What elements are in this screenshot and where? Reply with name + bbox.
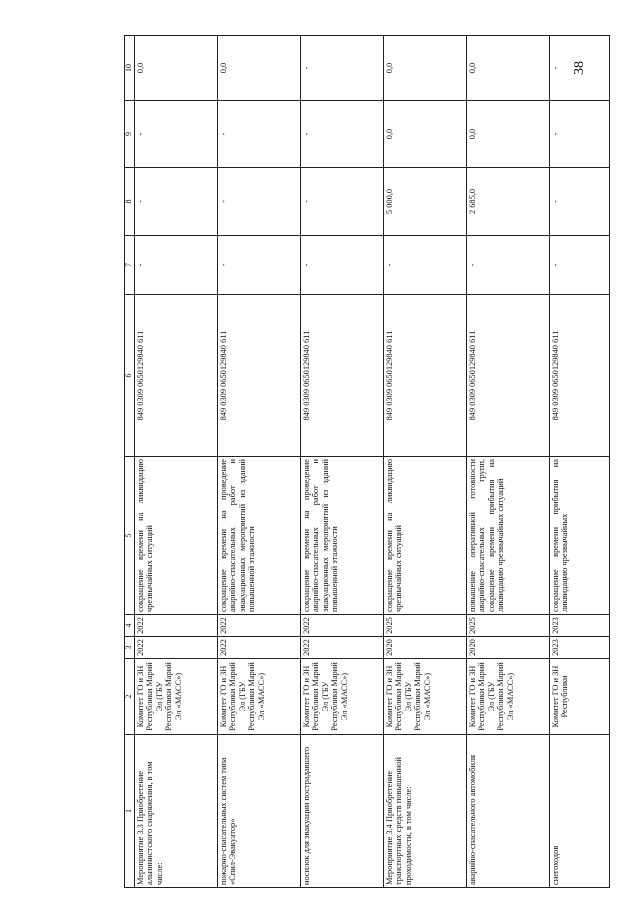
expected-result-cell: повышение оперативной готовности аварийно-спасательных групп, сокращение времени прибытия на ликвидацию чрезвычайных ситуаций xyxy=(467,457,550,615)
end-year-cell: 2025 xyxy=(384,615,467,637)
table-row xyxy=(384,36,467,888)
table-body xyxy=(135,36,610,888)
value-col8-cell: - xyxy=(218,168,301,236)
value-col10-cell: 0,0 xyxy=(218,36,301,101)
end-year-cell: 2022 xyxy=(135,615,218,637)
executor-cell: Комитет ГО и ЗН Республики Марий Эл (ГБУ Республики Марий Эл «МАСС») xyxy=(301,659,384,735)
value-col9-cell: - xyxy=(218,101,301,168)
budget-code-cell: 849 0309 0650129840 611 xyxy=(135,295,218,457)
executor-cell: Комитет ГО и ЗН Республики xyxy=(550,659,610,735)
column-header: 6 xyxy=(125,295,135,457)
table-row xyxy=(218,36,301,888)
expected-result-cell: сокращение времени прибытия на ликвидацию чрезвычайных xyxy=(550,457,610,615)
end-year-cell: 2025 xyxy=(467,615,550,637)
value-col7-cell: - xyxy=(384,236,467,295)
end-year-cell: 2022 xyxy=(301,615,384,637)
value-col10-cell: 0,0 xyxy=(467,36,550,101)
value-col8-cell: - xyxy=(550,168,610,236)
start-year-cell: 2022 xyxy=(301,637,384,659)
start-year-cell: 2020 xyxy=(467,637,550,659)
column-header: 1 xyxy=(125,735,135,888)
start-year-cell: 2023 xyxy=(550,637,610,659)
value-col7-cell: - xyxy=(550,236,610,295)
page-number: 38 xyxy=(572,61,587,75)
executor-cell: Комитет ГО и ЗН Республики Марий Эл (ГБУ Республики Марий Эл «МАСС») xyxy=(384,659,467,735)
value-col8-cell: 5 000,0 xyxy=(384,168,467,236)
column-header: 3 xyxy=(125,637,135,659)
table-row xyxy=(467,36,550,888)
table-row xyxy=(301,36,384,888)
column-header: 10 xyxy=(125,36,135,101)
measure-name-cell: снегоходов xyxy=(550,735,610,888)
expected-result-cell: сокращение времени на проведение аварийно-спасательных работ и эвакуационных мероприятий из зданий повышенной этажности xyxy=(218,457,301,615)
executor-cell: Комитет ГО и ЗН Республики Марий Эл (ГБУ Республики Марий Эл «МАСС») xyxy=(218,659,301,735)
executor-cell: Комитет ГО и ЗН Республики Марий Эл (ГБУ Республики Марий Эл «МАСС») xyxy=(135,659,218,735)
end-year-cell: 2023 xyxy=(550,615,610,637)
measure-name-cell: аварийно-спасательного автомобиля xyxy=(467,735,550,888)
budget-code-cell: 849 0309 0650129840 611 xyxy=(301,295,384,457)
expected-result-cell: сокращение времени на ликвидацию чрезвычайных ситуаций xyxy=(135,457,218,615)
program-measures-table xyxy=(124,35,610,888)
value-col8-cell: - xyxy=(135,168,218,236)
value-col9-cell: - xyxy=(550,101,610,168)
start-year-cell: 2022 xyxy=(218,637,301,659)
value-col9-cell: - xyxy=(301,101,384,168)
value-col7-cell: - xyxy=(135,236,218,295)
value-col7-cell: - xyxy=(218,236,301,295)
measure-name-cell: Мероприятие 3.3 Приобретение альпинистского снаряжения, в том числе: xyxy=(135,735,218,888)
value-col10-cell: - xyxy=(550,36,610,101)
value-col10-cell: 0,0 xyxy=(384,36,467,101)
column-header: 9 xyxy=(125,101,135,168)
end-year-cell: 2022 xyxy=(218,615,301,637)
expected-result-cell: сокращение времени на ликвидацию чрезвычайных ситуаций xyxy=(384,457,467,615)
column-header: 8 xyxy=(125,168,135,236)
value-col7-cell: - xyxy=(467,236,550,295)
value-col10-cell: - xyxy=(301,36,384,101)
table-row xyxy=(550,36,610,888)
measure-name-cell: Мероприятие 3.4 Приобретение транспортных средств повышенной проходимости, в том числе: xyxy=(384,735,467,888)
executor-cell: Комитет ГО и ЗН Республики Марий Эл (ГБУ Республики Марий Эл «МАСС») xyxy=(467,659,550,735)
rotated-table-container xyxy=(124,36,611,888)
start-year-cell: 2022 xyxy=(135,637,218,659)
column-header: 2 xyxy=(125,659,135,735)
expected-result-cell: сокращение времени на проведение аварийно-спасательных работ и эвакуационных мероприятий из зданий повышенной этажности xyxy=(301,457,384,615)
measure-name-cell: пожарно-спасательных систем типа «Спил-Эвакуатор» xyxy=(218,735,301,888)
budget-code-cell: 849 0309 0650129840 611 xyxy=(384,295,467,457)
budget-code-cell: 849 0309 0650129840 611 xyxy=(467,295,550,457)
value-col8-cell: 2 685,0 xyxy=(467,168,550,236)
measure-name-cell: носилок для эвакуации пострадавшего xyxy=(301,735,384,888)
value-col9-cell: 0,0 xyxy=(384,101,467,168)
value-col9-cell: - xyxy=(135,101,218,168)
value-col10-cell: 0,0 xyxy=(135,36,218,101)
column-header: 7 xyxy=(125,236,135,295)
budget-code-cell: 849 0309 0650129840 611 xyxy=(550,295,610,457)
header-row xyxy=(125,36,135,888)
budget-code-cell: 849 0309 0650129840 611 xyxy=(218,295,301,457)
column-header: 5 xyxy=(125,457,135,615)
start-year-cell: 2020 xyxy=(384,637,467,659)
value-col8-cell: - xyxy=(301,168,384,236)
table-row xyxy=(135,36,218,888)
column-header: 4 xyxy=(125,615,135,637)
value-col9-cell: 0,0 xyxy=(467,101,550,168)
value-col7-cell: - xyxy=(301,236,384,295)
